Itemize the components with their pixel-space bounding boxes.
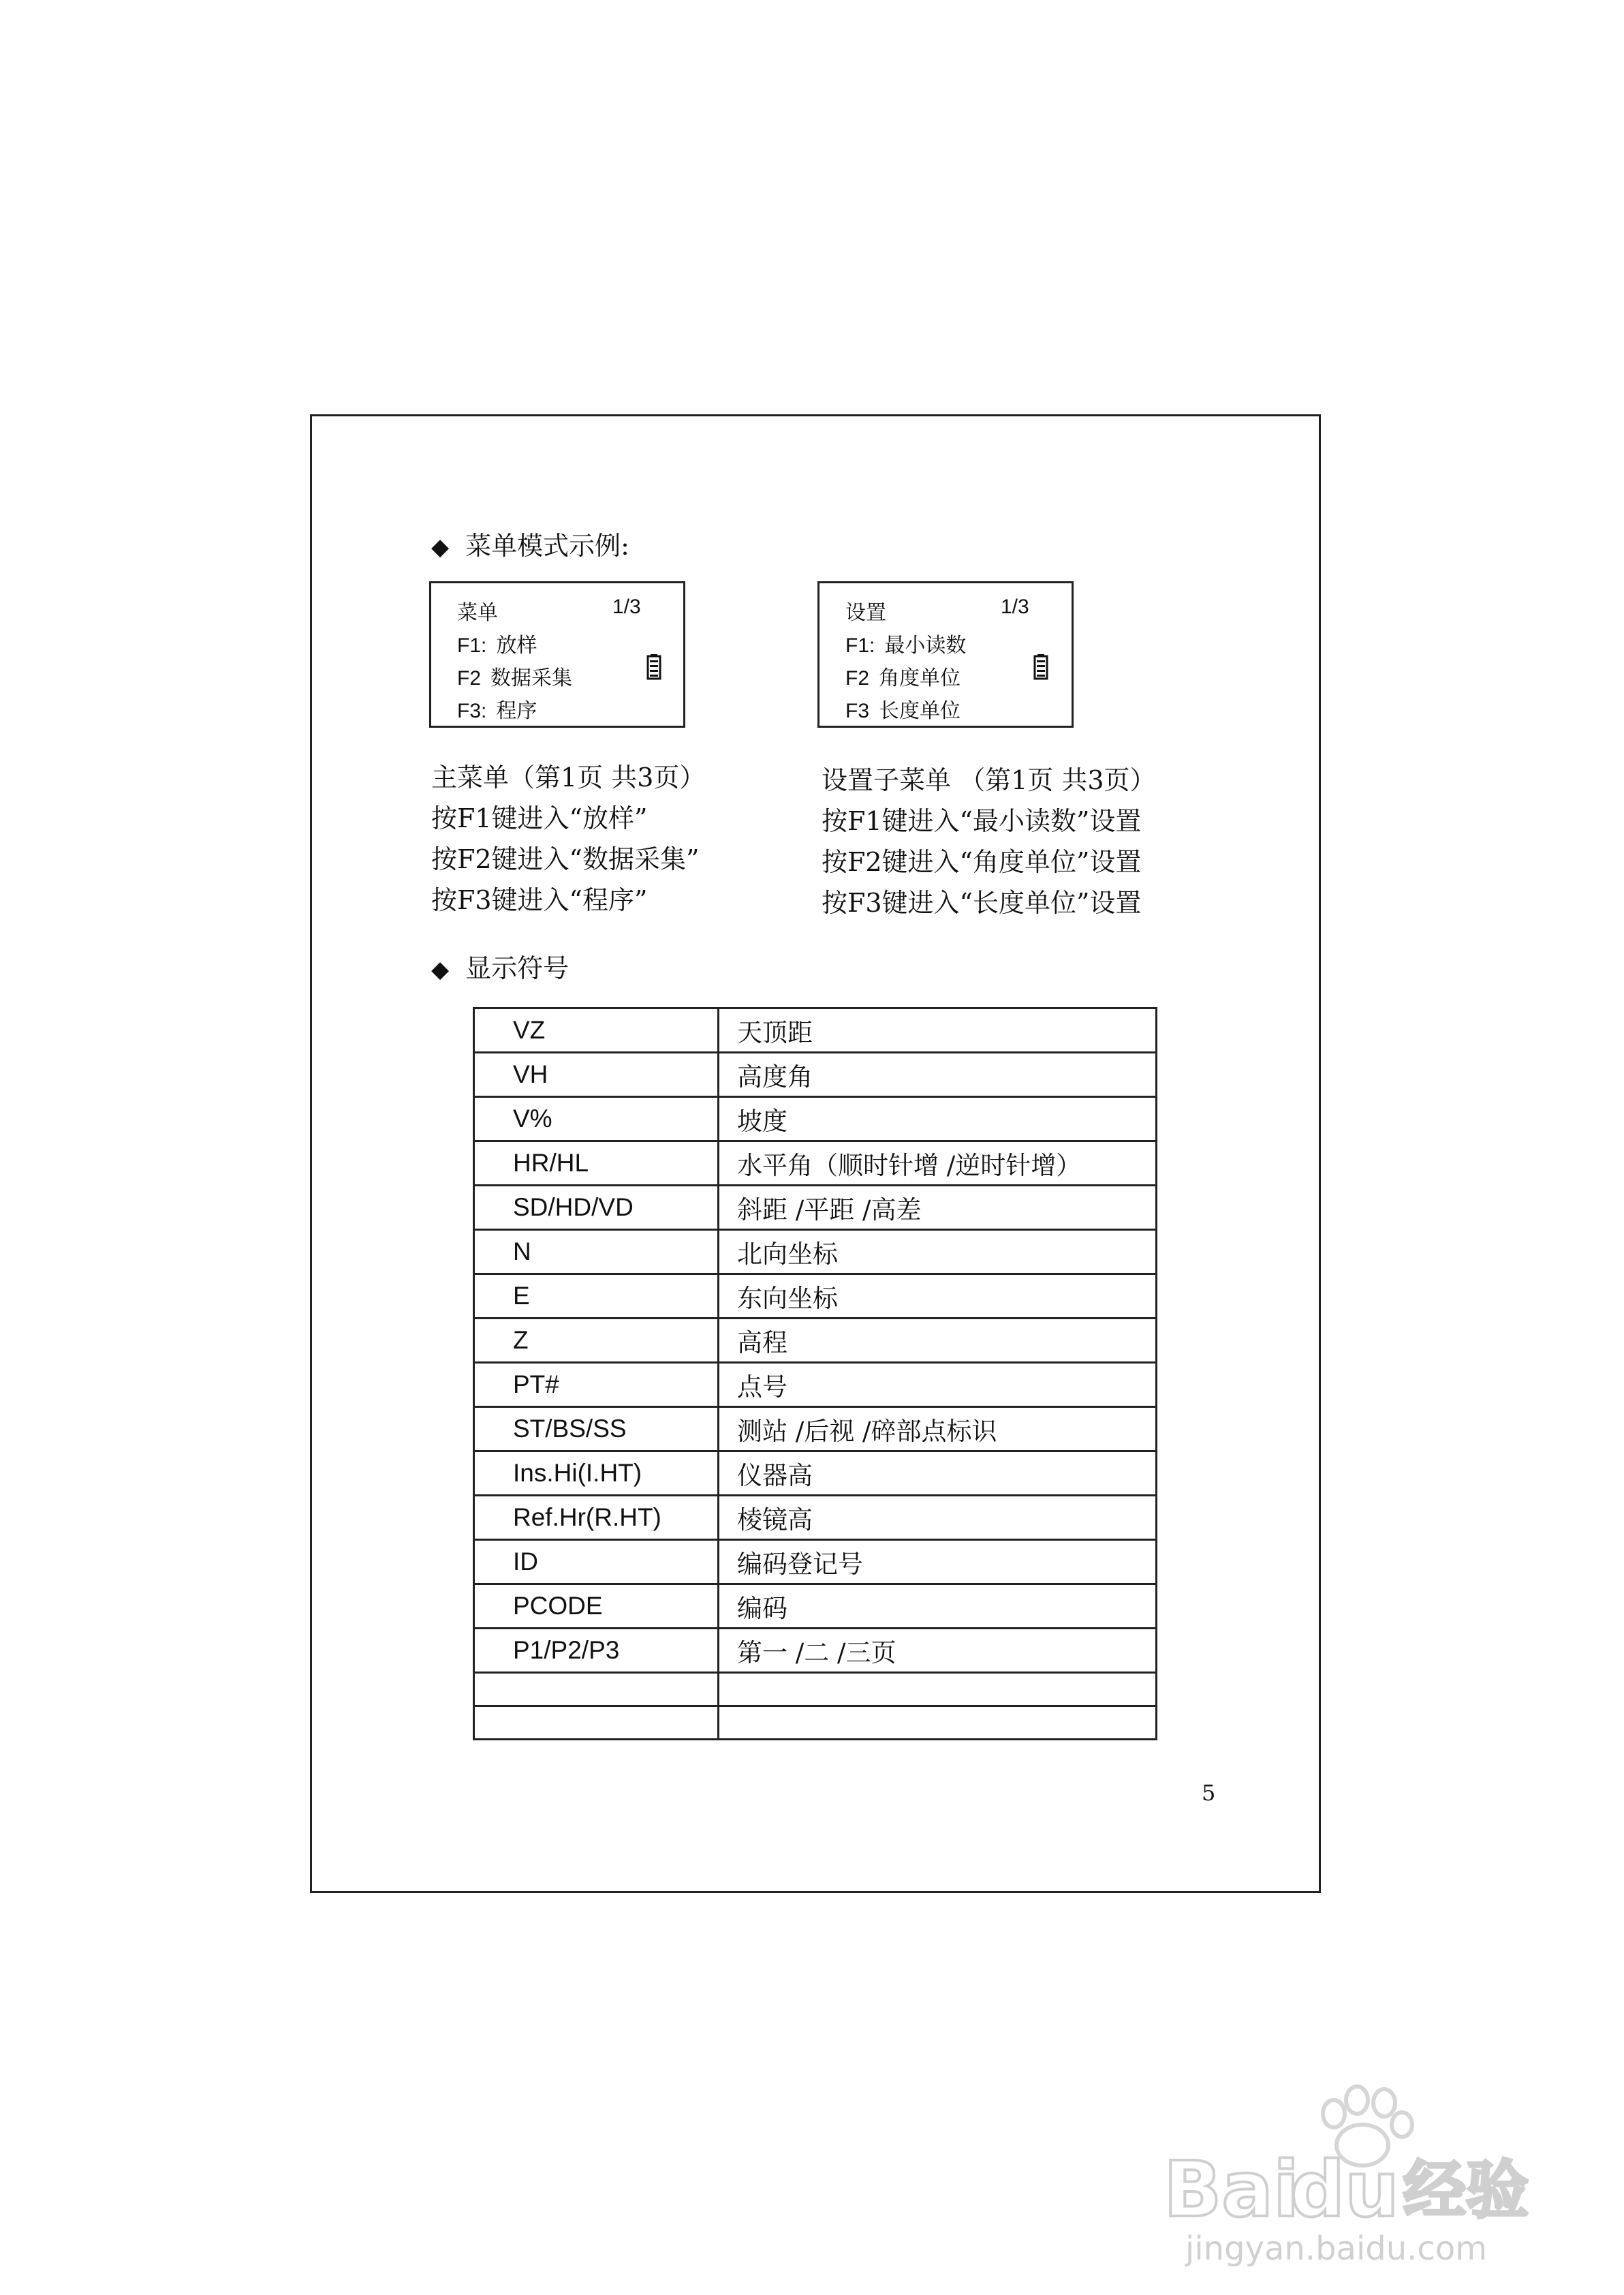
- table-row: [474, 1540, 1157, 1584]
- symbol-cell: E: [474, 1274, 719, 1319]
- screen-title: 菜单: [457, 601, 498, 625]
- table-row: [474, 1407, 1157, 1451]
- battery-icon: [1033, 654, 1048, 680]
- screen-item-f2: F2 角度单位: [845, 666, 961, 690]
- table-row: [474, 1319, 1157, 1363]
- diamond-bullet-icon: ◆: [431, 534, 450, 561]
- screen-title: 设置: [845, 601, 886, 625]
- symbol-cell: [474, 1673, 719, 1706]
- meaning-cell: 斜距 /平距 /高差: [719, 1186, 1157, 1230]
- table-row: [474, 1363, 1157, 1407]
- meaning-cell: 天顶距: [719, 1008, 1157, 1053]
- description-line: 按F3键进入“程序”: [431, 885, 648, 915]
- table-row: [474, 1008, 1157, 1053]
- table-row: [474, 1097, 1157, 1141]
- symbols-title: 显示符号: [465, 953, 569, 983]
- description-line: 按F1键进入“放样”: [431, 803, 648, 833]
- main-menu-description: [431, 757, 705, 921]
- symbol-cell: [474, 1706, 719, 1740]
- symbol-cell: N: [474, 1230, 719, 1274]
- symbols-heading: [431, 955, 569, 981]
- svg-text:jingyan.baidu.com: jingyan.baidu.com: [1185, 2230, 1487, 2268]
- meaning-cell: 测站 /后视 /碎部点标识: [719, 1407, 1157, 1451]
- meaning-cell: 编码登记号: [719, 1540, 1157, 1584]
- table-row: [474, 1673, 1157, 1706]
- symbol-cell: SD/HD/VD: [474, 1186, 719, 1230]
- settings-screen-display: [817, 581, 1074, 728]
- meaning-cell: 点号: [719, 1363, 1157, 1407]
- symbol-cell: VH: [474, 1053, 719, 1097]
- meaning-cell: 水平角（顺时针增 /逆时针增）: [719, 1141, 1157, 1186]
- meaning-cell: 编码: [719, 1584, 1157, 1629]
- symbol-cell: Ref.Hr(R.HT): [474, 1496, 719, 1540]
- menu-example-title: 菜单模式示例:: [465, 531, 629, 561]
- meaning-cell: 第一 /二 /三页: [719, 1629, 1157, 1673]
- symbol-cell: HR/HL: [474, 1141, 719, 1186]
- screen-page-indicator: 1/3: [612, 596, 641, 618]
- menu-screen-display: [429, 581, 685, 728]
- symbols-table: [473, 1007, 1157, 1740]
- symbol-cell: Ins.Hi(I.HT): [474, 1451, 719, 1496]
- description-line: 按F2键进入“角度单位”设置: [822, 847, 1142, 877]
- screen-item-f1: F1: 放样: [457, 634, 537, 658]
- table-row: [474, 1274, 1157, 1319]
- symbol-cell: PCODE: [474, 1584, 719, 1629]
- menu-example-heading: [431, 533, 629, 559]
- symbol-cell: Z: [474, 1319, 719, 1363]
- svg-text:经验: 经验: [1403, 2154, 1529, 2227]
- symbol-cell: VZ: [474, 1008, 719, 1053]
- meaning-cell: [719, 1706, 1157, 1740]
- meaning-cell: [719, 1673, 1157, 1706]
- table-row: [474, 1186, 1157, 1230]
- table-row: [474, 1496, 1157, 1540]
- baidu-jingyan-watermark-logo: [1158, 2058, 1540, 2269]
- symbol-cell: ID: [474, 1540, 719, 1584]
- meaning-cell: 仪器高: [719, 1451, 1157, 1496]
- meaning-cell: 棱镜高: [719, 1496, 1157, 1540]
- svg-text:du: du: [1290, 2146, 1399, 2234]
- description-line: 按F2键进入“数据采集”: [431, 844, 700, 874]
- symbol-cell: PT#: [474, 1363, 719, 1407]
- screen-item-f3: F3 长度单位: [845, 699, 961, 723]
- meaning-cell: 高程: [719, 1319, 1157, 1363]
- meaning-cell: 东向坐标: [719, 1274, 1157, 1319]
- table-row: [474, 1141, 1157, 1186]
- diamond-bullet-icon: ◆: [431, 956, 450, 983]
- svg-text:Bai: Bai: [1164, 2146, 1300, 2234]
- meaning-cell: 北向坐标: [719, 1230, 1157, 1274]
- table-row: [474, 1584, 1157, 1629]
- symbol-cell: P1/P2/P3: [474, 1629, 719, 1673]
- meaning-cell: 坡度: [719, 1097, 1157, 1141]
- description-line: 按F1键进入“最小读数”设置: [822, 806, 1142, 836]
- table-row: [474, 1230, 1157, 1274]
- screen-item-f3: F3: 程序: [457, 699, 537, 723]
- symbol-cell: V%: [474, 1097, 719, 1141]
- page-number: 5: [1202, 1780, 1216, 1806]
- table-row: [474, 1451, 1157, 1496]
- battery-icon: [646, 654, 661, 680]
- screen-page-indicator: 1/3: [1001, 596, 1029, 618]
- table-row: [474, 1053, 1157, 1097]
- screen-item-f1: F1: 最小读数: [845, 634, 967, 658]
- symbol-cell: ST/BS/SS: [474, 1407, 719, 1451]
- table-row: [474, 1629, 1157, 1673]
- description-line: 主菜单（第1页 共3页）: [431, 763, 706, 792]
- meaning-cell: 高度角: [719, 1053, 1157, 1097]
- settings-menu-description: [822, 760, 1156, 923]
- screen-item-f2: F2 数据采集: [457, 666, 573, 690]
- table-row: [474, 1706, 1157, 1740]
- description-line: 设置子菜单 （第1页 共3页）: [822, 765, 1156, 795]
- description-line: 按F3键进入“长度单位”设置: [822, 888, 1142, 918]
